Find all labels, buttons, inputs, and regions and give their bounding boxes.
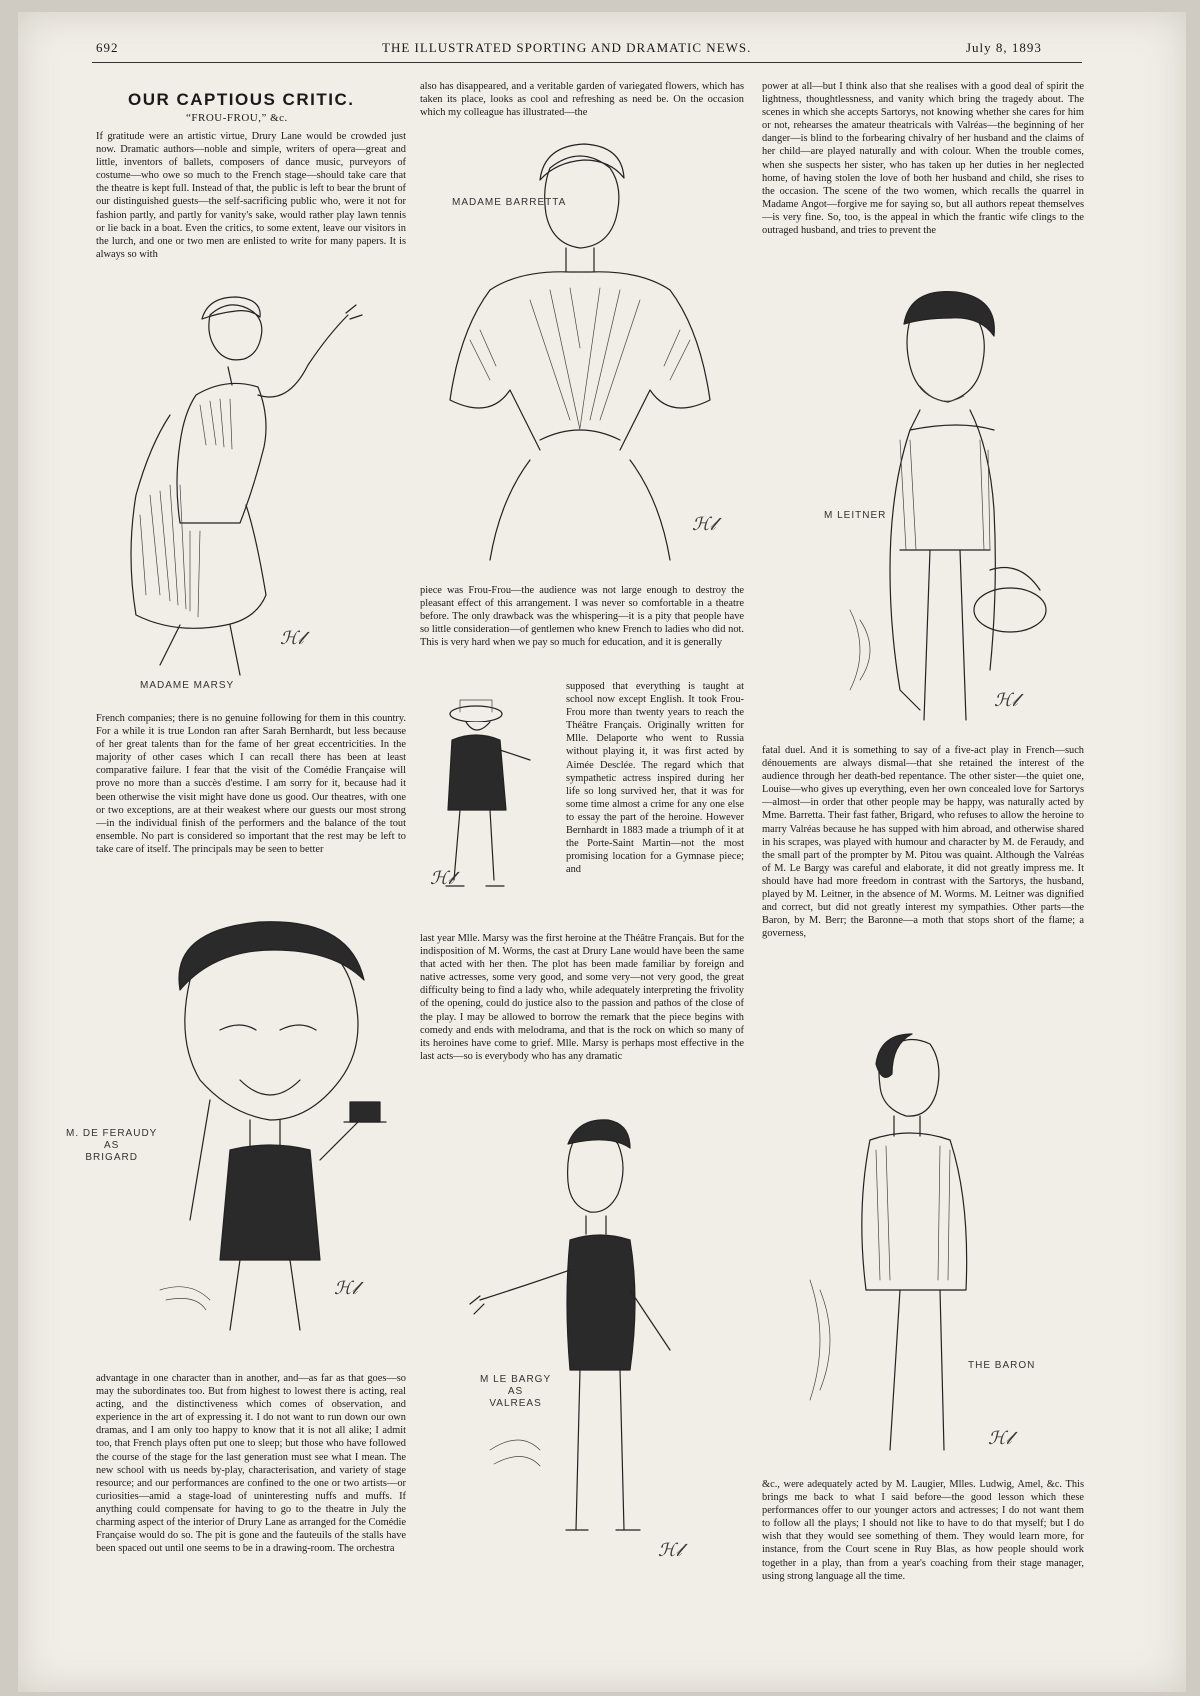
header-rule — [92, 62, 1082, 63]
text-col3-mid: fatal duel. And it is something to say of a five-act play in French—such dénouements are always dismal—that she retained the interest of the audience through her death-bed repentance. The other sister—the quiet one, Louise—who gives up everything, even her own concealed love for Sartorys—almost—in order that other people may be happy, was naturally acted by Mme. Barretta. Their fast father, Brigard, who refuses to allow the heroine to marry Valréas because he has supped with him abroad, and otherwise shared in his scrapes, was played with humour and character by M. de Feraudy, and the small part of the prompter by M. Pitou was quaint. Although the Valréas of M. Le Bargy was careful and elaborate, it did not greatly impress me. It should have had more freedom in contrast with the Sartorys, the husband, played by M. Leitner, in the absence of M. Worms. M. Leitner was dignified and correct, but did not greatly interest my sympathies. Other parts—the Baron, by M. Berr; the Baronne—a moth that stops short of the flame; a governess, — [762, 745, 1084, 940]
text-col1-bottom: advantage in one character than in another, and—as far as that goes—so may the subordinates too. But from highest to lowest there is acting, real acting, and the distinctiveness which comes of observation, and experience in the art of expressing it. I do not want to run down our own dramas, and I am only too happy to know that it is not all alike; I admit too, that French plays often put one to sleep; but those who have followed the course of the stage for the last generation must see what I mean. The new school with us needs by-play, characterisation, and variety of stage resource; and our performances are confined to the one or two artists—or curiosities—amid a stage-load of uninteresting nuffs and muffs. If anything could compensate for having to go to the theatre in July the charming aspect of the interior of Drury Lane as arranged for the Comédie Française would do so. The pit is gone and the fauteuils of the stalls have been spaced out until one seems to be in a drawing-room. The orchestra — [96, 1373, 406, 1555]
artist-signature: ℋ𝓁 — [658, 1540, 682, 1561]
text-col3-bottom: &c., were adequately acted by M. Laugier, Mlles. Ludwig, Amel, &c. This brings me back to what I said before—the good lesson which these performances offer to our younger actors and actresses; I do not want them to follow all the plays; I should not like to have to do that myself; but I do wish that they would see something of them. They would learn more, for instance, from the Court scene in Ruy Blas, as how people should work together in a play, than from a year's coaching from their stage manager, using strong language all the time. — [762, 1479, 1084, 1582]
text-col1-mid: French companies; there is no genuine following for them in this country. For a while it is true London ran after Sarah Bernhardt, but less because of her great talents than for the fame of her great eccentricities. In the majority of other cases which I can recall there has been at least comparative failure. I fear that the visit of the Comédie Française will prove no more than a succès d'estime. I am sorry for it, because had it been otherwise the visit might have done us good. Our theatres, with one or two exceptions, are at their weakest where our guests our most strong—in the individual finish of the performers and the balance of the tout ensemble. No part is considered so important that the rest may be left to take care of itself. The principals may be seen to better — [96, 713, 406, 855]
page-number: 692 — [96, 40, 119, 55]
m-de-feraudy-sketch — [150, 920, 410, 1340]
the-baron-sketch — [820, 1030, 1040, 1470]
text-col2-narrow: supposed that everything is taught at school now except English. It took Frou-Frou more than twenty years to reach the Théâtre Français. Originally written for Mlle. Delaporte who went to Russia without playing it, it was first acted by Aimée Desclée. The regard which that sympathetic actress inspired during her life so long survived her, that it was for some time almost a crime for any one else to essay the part of the heroine. However Bernhardt in 1883 made a triumph of it at the Porte-Saint Martin—not the most promising location for a Gymnase piece; and — [566, 681, 744, 876]
artist-signature: ℋ𝓁 — [994, 690, 1018, 711]
caption-madame-barretta: MADAME BARRETTA — [452, 197, 567, 208]
text-col2-mid: piece was Frou-Frou—the audience was not large enough to destroy the pleasant effect of this arrangement. I was never so comfortable in a theatre before. The only drawback was the whispering—it is a pity that people have so little consideration—of gentlemen who knew French to ladies who did not. This is very hard when we pay so much for education, and it is generally — [420, 585, 744, 649]
caption-m-le-bargy: M LE BARGY AS VALREAS — [480, 1374, 552, 1409]
caption-madame-marsy: MADAME MARSY — [140, 680, 235, 691]
article-title: OUR CAPTIOUS CRITIC. — [128, 90, 355, 109]
publication-title: THE ILLUSTRATED SPORTING AND DRAMATIC NEWS. — [382, 40, 752, 55]
artist-signature: ℋ𝓁 — [430, 868, 454, 889]
caption-m-de-feraudy: M. DE FERAUDY AS BRIGARD — [66, 1128, 158, 1163]
artist-signature: ℋ𝓁 — [988, 1428, 1012, 1449]
text-col1-top: If gratitude were an artistic virtue, Drury Lane would be crowded just now. Dramatic authors—noble and simple, writers of opera—great and little, inventors of ballets, composers of dance music, purveyors of costume—who owe so much to the French stage—should take care that the theatre is kept full. Instead of that, the public is left to bear the brunt of our distinguished guests—the self-sacrificing public who, were it not for fashion partly, and partly for vanity's sake, would rather play lawn tennis or lie back in a boat. Even the critics, to some extent, leave our visitors in the lurch, and one or two men are enlisted to write for many papers. It is always so with — [96, 131, 406, 260]
m-le-bargy-sketch — [470, 1120, 690, 1590]
caption-the-baron: THE BARON — [968, 1360, 1036, 1371]
issue-date: July 8, 1893 — [966, 40, 1042, 55]
artist-signature: ℋ𝓁 — [692, 514, 716, 535]
text-col3-top: power at all—but I think also that she realises with a good deal of spirit the lightness, thoughtlessness, and vanity which bring the tragedy about. The scenes in which she accepts Sartorys, not knowing whether she cares for him or not, rehearses the amateur theatricals with Valréas—the beginning of her danger—is blind to the forbearing chivalry of her husband and the claims of her child—are played naturally and with colour. When the trouble comes, when she suspects her sister, who has taken up her duties in her neglected home, of having stolen the love of both her husband and child, she rises to the occasion. The scene of the two women, which recalls the quarrel in Madame Angot—forgive me for saying so, but all authors repeat themselves—is very fine. So, too, is the appeal in which the frantic wife clings to the outraged husband, and tries to prevent the — [762, 81, 1084, 237]
artist-signature: ℋ𝓁 — [334, 1278, 358, 1299]
artist-signature: ℋ𝓁 — [280, 628, 304, 649]
caption-m-leitner: M LEITNER — [824, 510, 887, 521]
madame-marsy-sketch — [110, 295, 390, 695]
text-col2-top: also has disappeared, and a veritable garden of variegated flowers, which has taken its place, looks as cool and refreshing as need be. On the occasion which my colleague has illustrated—the — [420, 81, 744, 119]
text-col2-bottom: last year Mlle. Marsy was the first heroine at the Théâtre Français. But for the indisposition of M. Worms, the cast at Drury Lane would have been the same that acted with her then. The plot has been made familiar by foreign and native actresses, some very good, and some very—not very good, the great difficulty being to find a lady who, while adequately interpreting the frivolity of the opening, could do justice also to the passion and pathos of the close of the play. I may be allowed to borrow the remark that the piece begins with comedy and ends with melodrama, and that is the rock on which so many of its heroines have come to grief. Mlle. Marsy is perhaps most effective in the last acts—so is everybody who has any dramatic — [420, 933, 744, 1062]
article-subtitle: “FROU-FROU,” &c. — [186, 112, 288, 124]
